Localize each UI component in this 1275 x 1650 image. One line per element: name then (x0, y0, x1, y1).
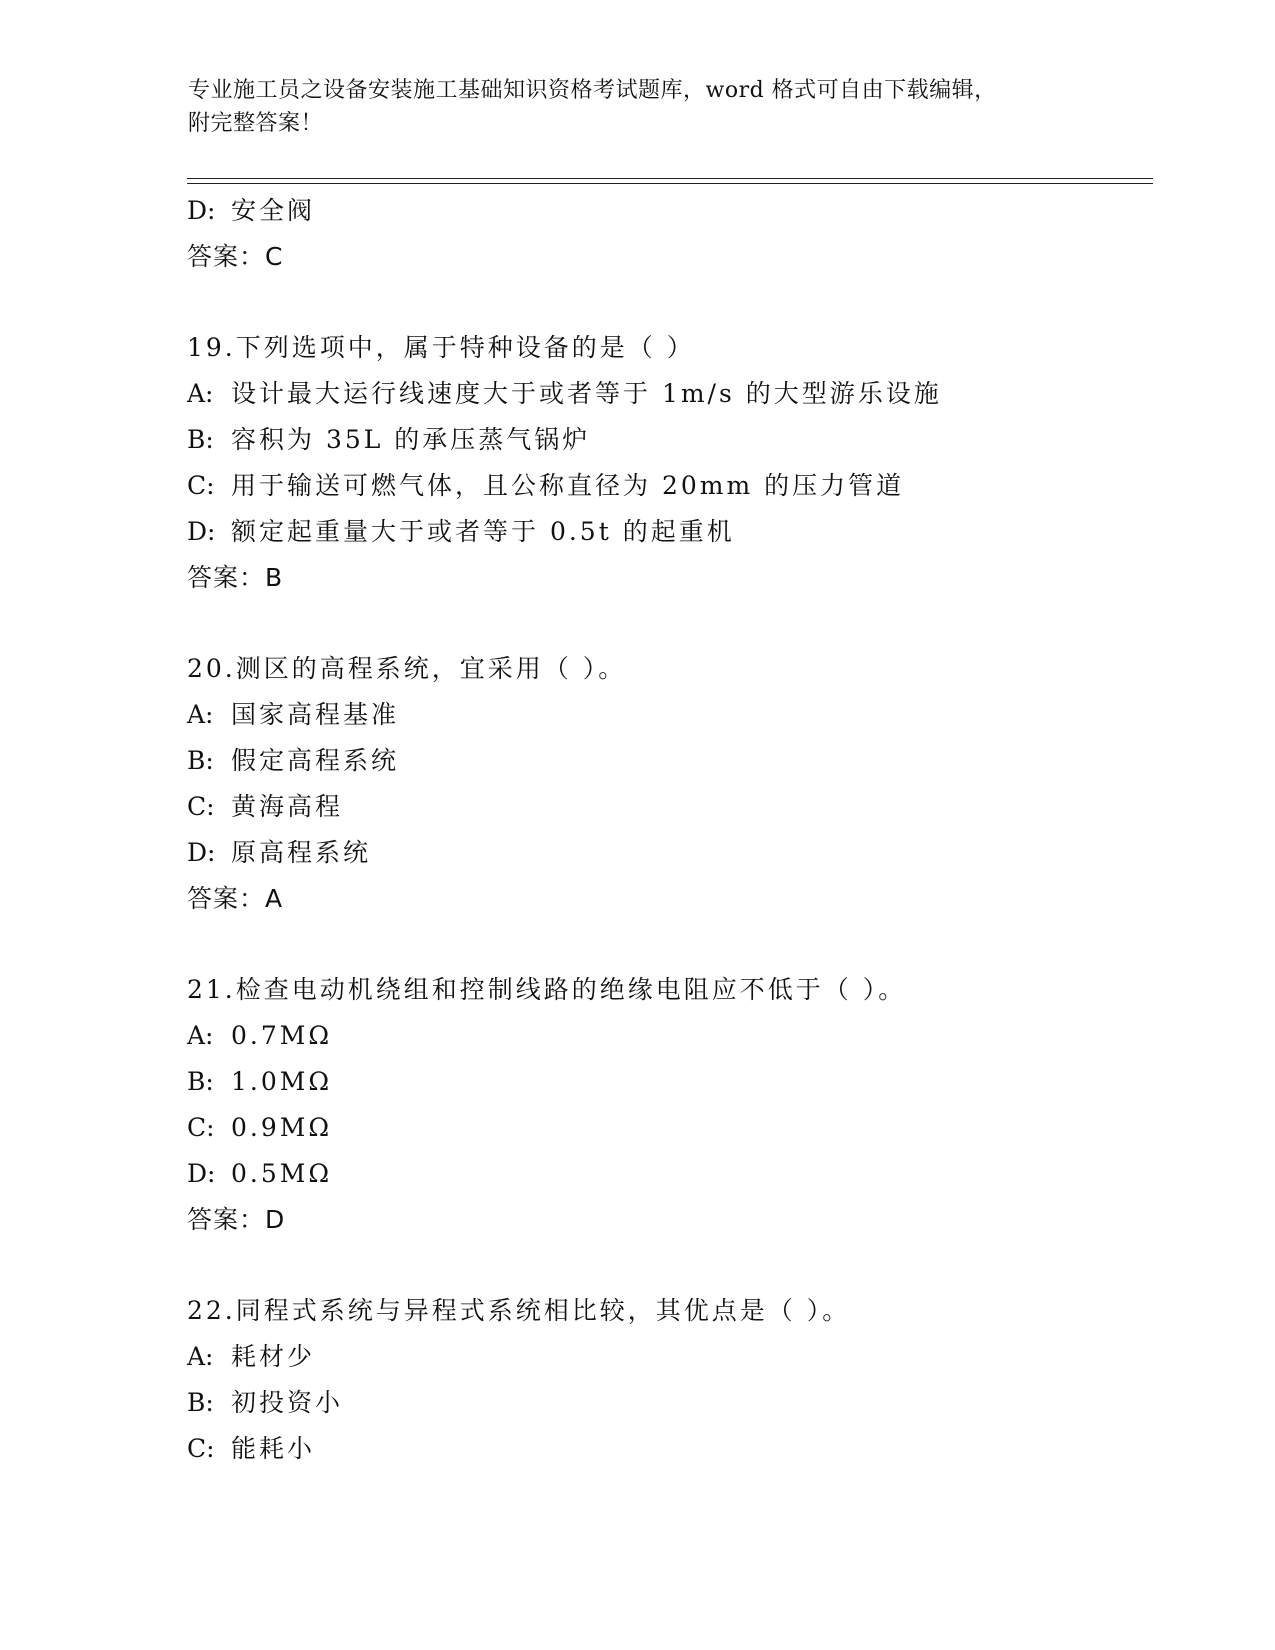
option-text: 0.9MΩ (231, 1113, 333, 1142)
question-title: 21.检查电动机绕组和控制线路的绝缘电阻应不低于（ ）。 (187, 975, 907, 1004)
option-letter: C: (187, 792, 215, 821)
option-row (187, 1334, 1153, 1380)
option-text: 设计最大运行线速度大于或者等于 1m/s 的大型游乐设施 (231, 379, 942, 408)
option-letter: D: (187, 1159, 216, 1188)
option-text: 容积为 35L 的承压蒸气锅炉 (231, 425, 591, 454)
option-row (187, 509, 1153, 555)
answer-line: 答案：D (187, 1205, 286, 1234)
answer-line: 答案：C (187, 242, 284, 271)
option-text: 安全阀 (231, 196, 316, 225)
question-block (187, 325, 1153, 601)
option-text: 原高程系统 (231, 838, 372, 867)
question-block (187, 1288, 1153, 1472)
option-letter: A: (187, 379, 214, 408)
option-text: 假定高程系统 (231, 746, 400, 775)
option-letter: C: (187, 471, 215, 500)
option-row (187, 738, 1153, 784)
option-letter: B: (187, 746, 214, 775)
option-text: 0.7MΩ (231, 1021, 333, 1050)
question-title: 19.下列选项中，属于特种设备的是（ ） (187, 333, 695, 362)
option-row (187, 1013, 1153, 1059)
option-row (187, 1426, 1153, 1472)
option-row (187, 463, 1153, 509)
answer-line: 答案：A (187, 884, 284, 913)
option-text: 1.0MΩ (231, 1067, 333, 1096)
header-divider-top (187, 178, 1153, 179)
option-row (187, 1380, 1153, 1426)
option-row (187, 1105, 1153, 1151)
option-letter: B: (187, 1388, 214, 1417)
option-letter: D: (187, 196, 216, 225)
question-title: 20.测区的高程系统，宜采用（ ）。 (187, 654, 627, 683)
option-letter: A: (187, 700, 214, 729)
option-text: 黄海高程 (231, 792, 344, 821)
option-row (187, 784, 1153, 830)
header-divider-bottom (187, 183, 1153, 184)
option-text: 用于输送可燃气体，且公称直径为 20mm 的压力管道 (231, 471, 905, 500)
option-text: 国家高程基准 (231, 700, 400, 729)
option-row (187, 692, 1153, 738)
option-text: 额定起重量大于或者等于 0.5t 的起重机 (231, 517, 735, 546)
question-block (187, 967, 1153, 1243)
option-text: 能耗小 (231, 1434, 316, 1463)
header-line-1: 专业施工员之设备安装施工基础知识资格考试题库，word 格式可自由下载编辑， (188, 78, 997, 103)
answer-line: 答案：B (187, 563, 284, 592)
question-block (187, 646, 1153, 922)
option-row (187, 830, 1153, 876)
option-letter: D: (187, 838, 216, 867)
option-row (187, 371, 1153, 417)
option-text: 初投资小 (231, 1388, 344, 1417)
option-text: 耗材少 (231, 1342, 316, 1371)
question-list (187, 188, 1153, 1472)
option-letter: B: (187, 1067, 214, 1096)
option-text: 0.5MΩ (231, 1159, 333, 1188)
option-letter: A: (187, 1342, 214, 1371)
option-row (187, 417, 1153, 463)
option-row (187, 1059, 1153, 1105)
option-letter: A: (187, 1021, 214, 1050)
option-letter: D: (187, 517, 216, 546)
option-letter: B: (187, 425, 214, 454)
question-title: 22.同程式系统与异程式系统相比较，其优点是（ ）。 (187, 1296, 851, 1325)
option-row (187, 1151, 1153, 1197)
document-header (188, 74, 1088, 140)
option-row (187, 188, 1153, 234)
header-line-2: 附完整答案！ (188, 111, 324, 136)
option-letter: C: (187, 1113, 215, 1142)
option-letter: C: (187, 1434, 215, 1463)
